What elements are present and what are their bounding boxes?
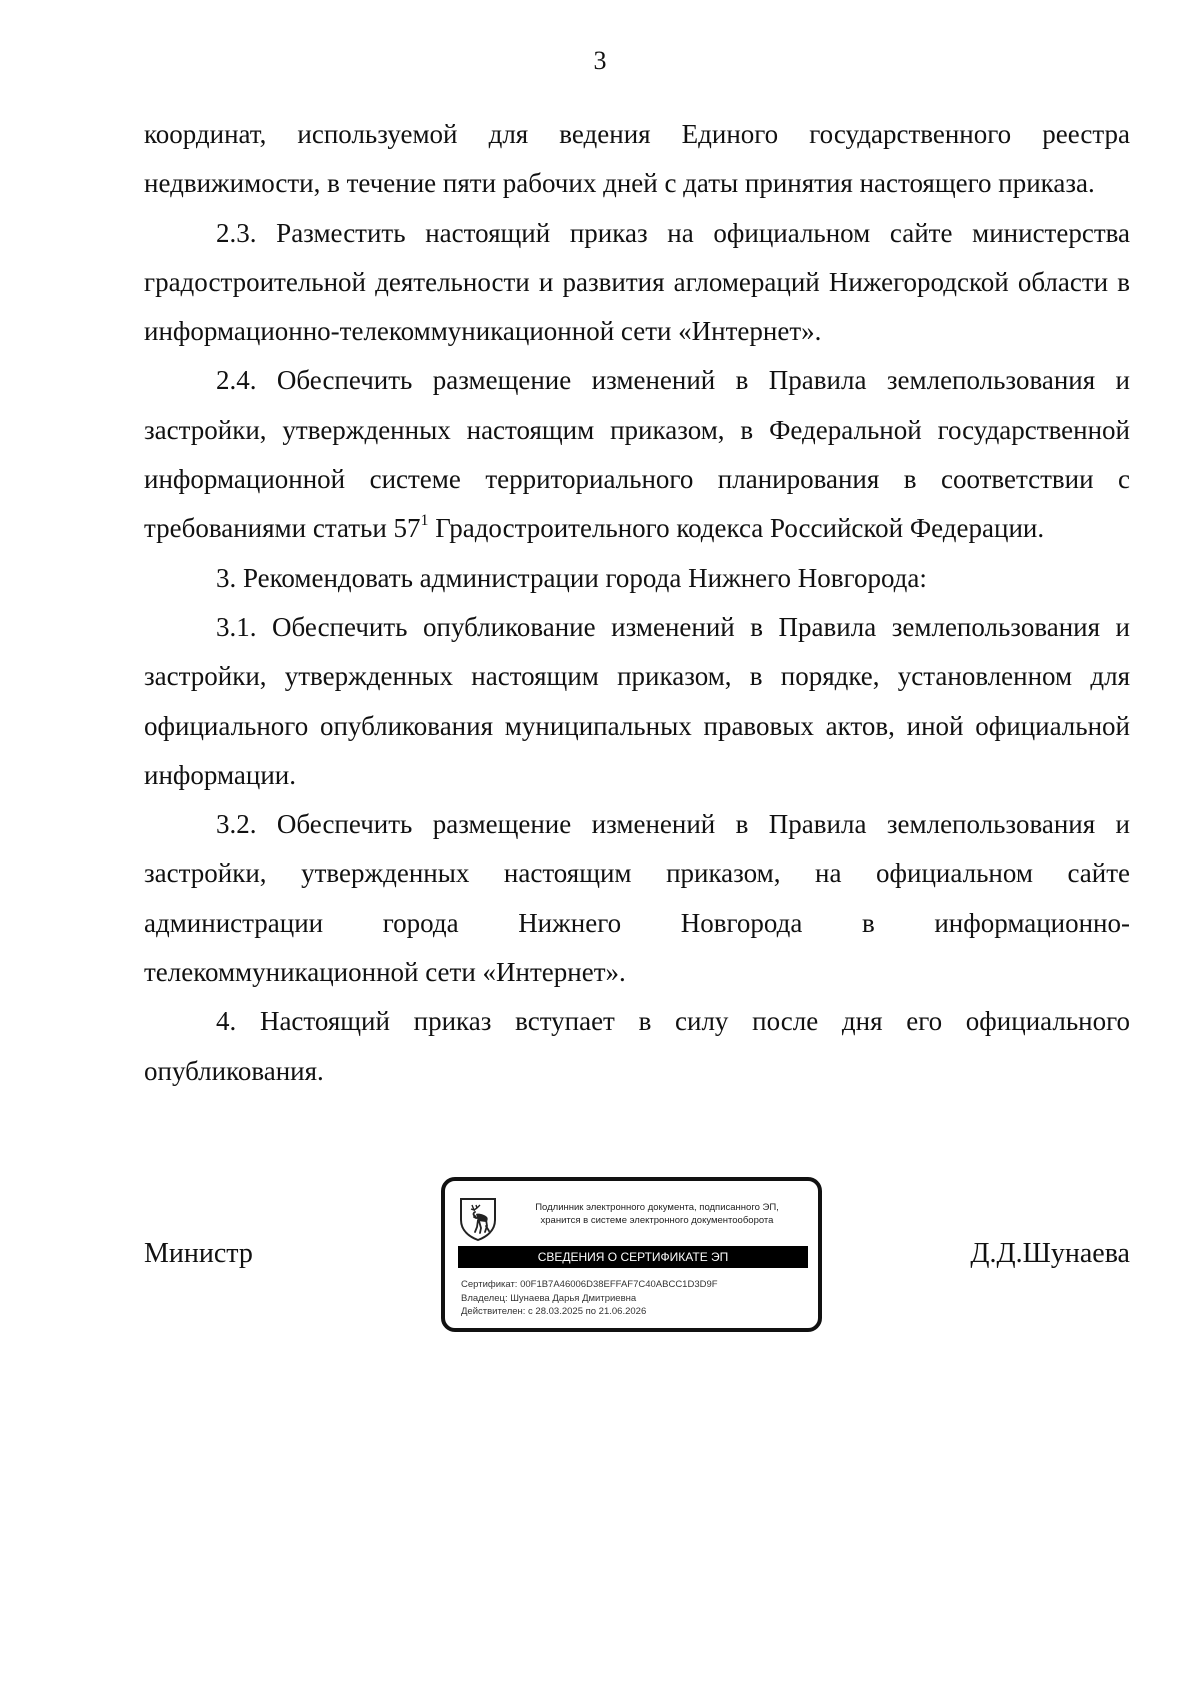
certificate-owner: Владелец: Шунаева Дарья Дмитриевна — [461, 1292, 637, 1304]
paragraph-2-4-tail: Градостроительного кодекса Российской Федерации. — [428, 513, 1045, 544]
signer-name: Д.Д.Шунаева — [970, 1238, 1130, 1269]
paragraph-2-4-text: 2.4. Обеспечить размещение изменений в Правила землепользования и застройки, утвержденных настоящим приказом, в Федеральной государственной информационной системе территориального планирования в соответствии с требованиями статьи 57 — [144, 365, 1130, 544]
stamp-caption-line: Подлинник электронного документа, подписанного ЭП, — [535, 1202, 779, 1213]
paragraph-continuation: координат, используемой для ведения Единого государственного реестра недвижимости, в течение пяти рабочих дней с даты принятия настоящего приказа. — [144, 119, 1130, 199]
document-body — [144, 110, 1130, 1096]
certificate-number: Сертификат: 00F1B7A46006D38EFFAF7C40ABCC1D3D9F — [461, 1279, 718, 1290]
article-superscript: 1 — [420, 512, 429, 530]
paragraph-3-2: 3.2. Обеспечить размещение изменений в Правила землепользования и застройки, утвержденных настоящим приказом, на официальном сайте администрации города Нижнего Новгорода в информационно-телекоммуникационной сети «Интернет». — [144, 809, 1130, 988]
electronic-signature-stamp — [441, 1177, 822, 1332]
coat-of-arms-icon — [458, 1196, 498, 1242]
paragraph-4: 4. Настоящий приказ вступает в силу после дня его официального опубликования. — [144, 1006, 1130, 1086]
paragraph-3: 3. Рекомендовать администрации города Нижнего Новгорода: — [216, 562, 927, 593]
paragraph-2-4 — [144, 356, 1130, 553]
paragraph-2-3: 2.3. Разместить настоящий приказ на официальном сайте министерства градостроительной деятельности и развития агломераций Нижегородской области в информационно-телекоммуникационной сети «Интернет». — [144, 217, 1130, 347]
signer-position: Министр — [144, 1238, 253, 1269]
stamp-caption-line: хранится в системе электронного документооборота — [540, 1215, 774, 1226]
certificate-details — [461, 1278, 718, 1319]
stamp-caption — [507, 1201, 807, 1227]
certificate-validity: Действителен: с 28.03.2025 по 21.06.2026 — [461, 1306, 647, 1317]
paragraph-3-1: 3.1. Обеспечить опубликование изменений в Правила землепользования и застройки, утвержденных настоящим приказом, в порядке, установленном для официального опубликования муниципальных правовых актов, иной официальной информации. — [144, 611, 1130, 790]
page-number: 3 — [593, 46, 607, 75]
certificate-header: СВЕДЕНИЯ О СЕРТИФИКАТЕ ЭП — [458, 1246, 808, 1268]
